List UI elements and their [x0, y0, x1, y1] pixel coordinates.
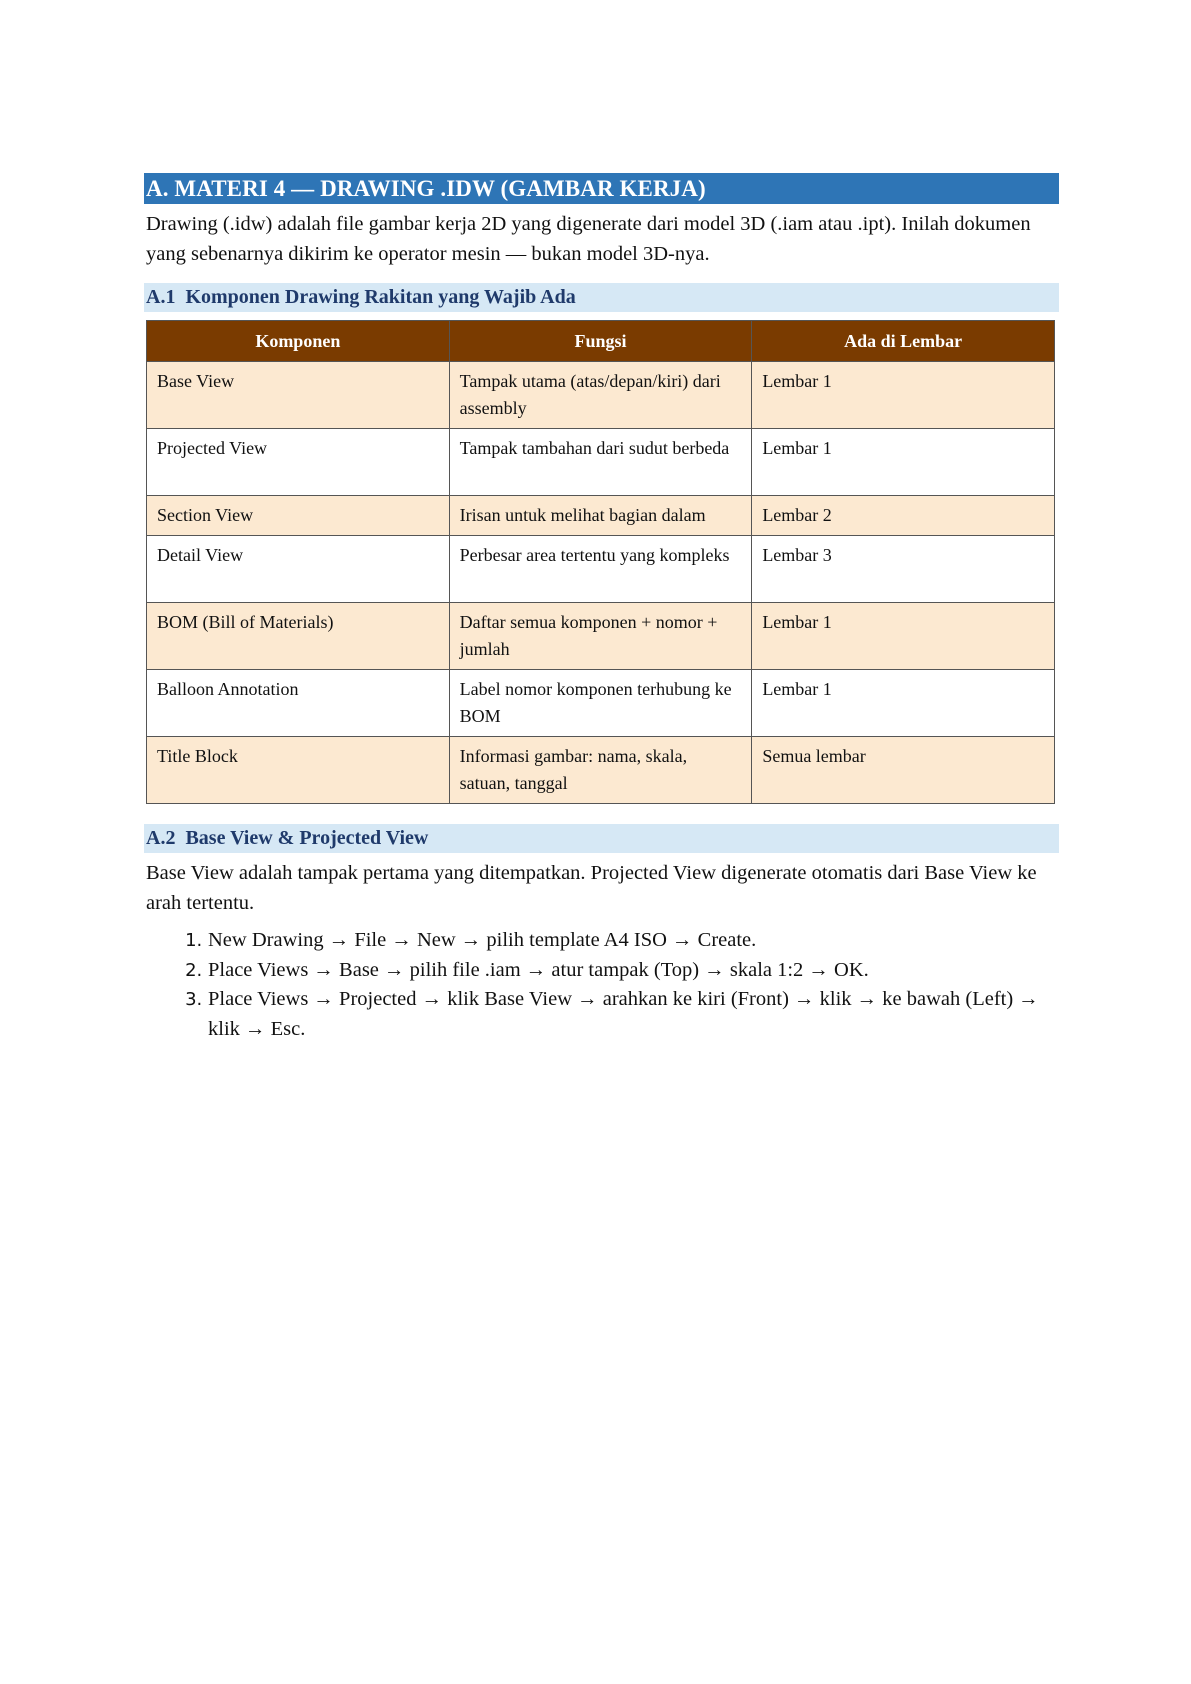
table-cell: Detail View	[147, 536, 450, 603]
table-header-row	[147, 321, 1055, 362]
column-header: Komponen	[147, 321, 450, 362]
table-cell: Semua lembar	[752, 737, 1055, 804]
table-row	[147, 536, 1055, 603]
table-cell: Lembar 1	[752, 603, 1055, 670]
table-cell: Lembar 1	[752, 670, 1055, 737]
table-cell: Label nomor komponen terhubung ke BOM	[449, 670, 752, 737]
column-header: Fungsi	[449, 321, 752, 362]
section-a1-heading	[144, 283, 1059, 312]
table-cell: Tampak utama (atas/depan/kiri) dari assembly	[449, 362, 752, 429]
table-cell: Projected View	[147, 429, 450, 496]
table-cell: Lembar 1	[752, 362, 1055, 429]
table-row	[147, 670, 1055, 737]
section-a2-title: Base View & Projected View	[185, 827, 429, 849]
table-cell: Balloon Annotation	[147, 670, 450, 737]
section-a1-title: Komponen Drawing Rakitan yang Wajib Ada	[185, 286, 576, 308]
table-cell: BOM (Bill of Materials)	[147, 603, 450, 670]
table-cell: Section View	[147, 496, 450, 536]
section-a2-number: A.2	[146, 827, 176, 849]
column-header: Ada di Lembar	[752, 321, 1055, 362]
table-cell: Perbesar area tertentu yang kompleks	[449, 536, 752, 603]
table-cell: Lembar 2	[752, 496, 1055, 536]
table-cell: Daftar semua komponen + nomor + jumlah	[449, 603, 752, 670]
section-a-intro: Drawing (.idw) adalah file gambar kerja 2D yang digenerate dari model 3D (.iam atau .ipt). Inilah dokumen yang sebenarnya dikirim ke operator mesin — bukan model 3D-nya.	[146, 213, 1031, 265]
table-row	[147, 362, 1055, 429]
components-table	[146, 320, 1055, 804]
table-row	[147, 496, 1055, 536]
list-item: 1. New Drawing → File → New → pilih template A4 ISO → Create.	[208, 926, 1059, 956]
table-row	[147, 603, 1055, 670]
table-cell: Base View	[147, 362, 450, 429]
table-row	[147, 737, 1055, 804]
steps-list	[144, 926, 1059, 1044]
table-cell: Lembar 3	[752, 536, 1055, 603]
table-cell: Irisan untuk melihat bagian dalam	[449, 496, 752, 536]
table-cell: Lembar 1	[752, 429, 1055, 496]
table-row	[147, 429, 1055, 496]
table-cell: Title Block	[147, 737, 450, 804]
table-cell: Informasi gambar: nama, skala, satuan, tanggal	[449, 737, 752, 804]
document-page	[144, 173, 1059, 1044]
section-a2-intro: Base View adalah tampak pertama yang ditempatkan. Projected View digenerate otomatis dari Base View ke arah tertentu.	[146, 862, 1037, 914]
list-item: 2. Place Views → Base → pilih file .iam → atur tampak (Top) → skala 1:2 → OK.	[208, 956, 1059, 986]
section-a-heading: A. MATERI 4 — DRAWING .IDW (GAMBAR KERJA)	[144, 173, 1059, 204]
list-item: 3. Place Views → Projected → klik Base View → arahkan ke kiri (Front) → klik → ke bawah (Left) → klik → Esc.	[208, 985, 1059, 1044]
section-a1-number: A.1	[146, 286, 176, 308]
section-a2-heading	[144, 824, 1059, 853]
table-cell: Tampak tambahan dari sudut berbeda	[449, 429, 752, 496]
